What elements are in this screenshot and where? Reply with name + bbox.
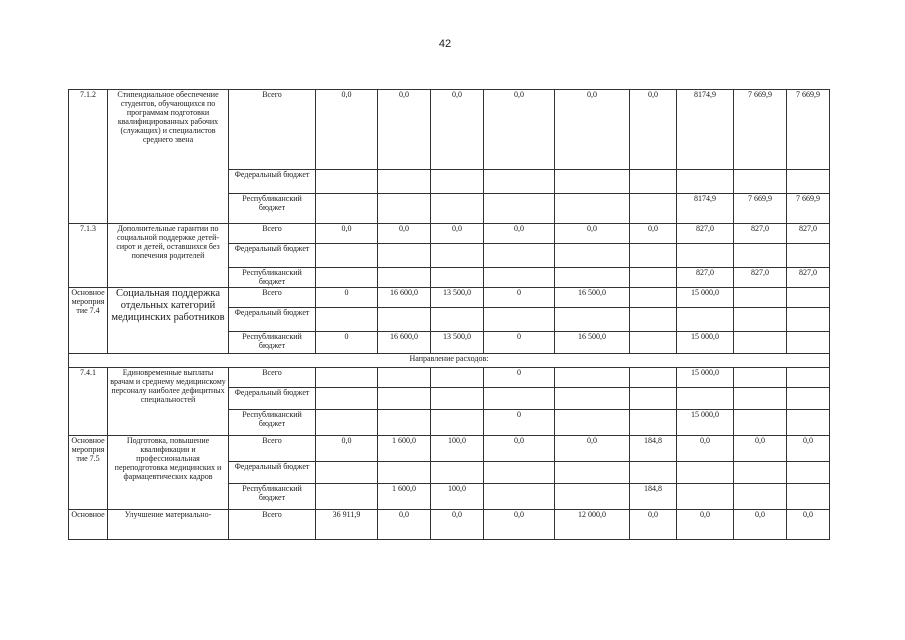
value-cell	[630, 244, 677, 268]
value-cell: 1 600,0	[378, 436, 431, 462]
budget-source-label: Всего	[229, 224, 316, 244]
value-cell: 0,0	[555, 224, 630, 244]
value-cell	[378, 244, 431, 268]
value-cell: 0,0	[630, 90, 677, 170]
row-code: 7.1.3	[69, 224, 108, 288]
value-cell: 827,0	[734, 224, 787, 244]
row-name: Улучшение материально-	[108, 510, 229, 540]
value-cell: 0	[316, 332, 378, 354]
value-cell	[484, 244, 555, 268]
value-cell	[787, 288, 830, 308]
value-cell	[316, 368, 378, 388]
value-cell	[555, 170, 630, 194]
value-cell	[787, 368, 830, 388]
value-cell: 184,8	[630, 484, 677, 510]
value-cell	[734, 332, 787, 354]
value-cell	[677, 170, 734, 194]
value-cell	[431, 368, 484, 388]
budget-source-label: Всего	[229, 90, 316, 170]
value-cell	[484, 170, 555, 194]
budget-source-label: Всего	[229, 288, 316, 308]
value-cell	[555, 368, 630, 388]
value-cell: 0,0	[431, 90, 484, 170]
row-name: Подготовка, повышение квалификации и профессиональная переподготовка медицинских и фармацевтических кадров	[108, 436, 229, 510]
value-cell: 0,0	[378, 90, 431, 170]
value-cell	[677, 484, 734, 510]
value-cell	[431, 308, 484, 332]
value-cell: 827,0	[787, 224, 830, 244]
row-code: Основное	[69, 510, 108, 540]
value-cell: 0,0	[316, 90, 378, 170]
value-cell	[378, 268, 431, 288]
value-cell	[316, 308, 378, 332]
table-row	[69, 510, 830, 540]
value-cell: 827,0	[677, 268, 734, 288]
value-cell	[734, 368, 787, 388]
value-cell: 15 000,0	[677, 288, 734, 308]
value-cell: 0,0	[630, 224, 677, 244]
value-cell	[555, 388, 630, 410]
value-cell	[630, 368, 677, 388]
value-cell: 0,0	[431, 510, 484, 540]
value-cell	[555, 268, 630, 288]
value-cell	[734, 410, 787, 436]
value-cell	[630, 194, 677, 224]
value-cell	[630, 308, 677, 332]
value-cell	[378, 462, 431, 484]
value-cell: 0,0	[630, 510, 677, 540]
value-cell: 0	[484, 368, 555, 388]
value-cell: 8174,9	[677, 90, 734, 170]
value-cell: 0,0	[431, 224, 484, 244]
value-cell: 0,0	[378, 224, 431, 244]
value-cell	[484, 462, 555, 484]
value-cell: 827,0	[677, 224, 734, 244]
value-cell	[484, 308, 555, 332]
value-cell	[677, 308, 734, 332]
value-cell: 8174,9	[677, 194, 734, 224]
value-cell: 1 600,0	[378, 484, 431, 510]
budget-source-label: Республиканский бюджет	[229, 268, 316, 288]
value-cell: 0,0	[378, 510, 431, 540]
value-cell: 15 000,0	[677, 368, 734, 388]
value-cell: 0	[484, 410, 555, 436]
value-cell	[734, 244, 787, 268]
value-cell: 827,0	[734, 268, 787, 288]
value-cell: 16 500,0	[555, 288, 630, 308]
value-cell	[787, 170, 830, 194]
value-cell	[484, 484, 555, 510]
value-cell: 0,0	[316, 224, 378, 244]
value-cell	[316, 170, 378, 194]
value-cell	[316, 388, 378, 410]
table-row	[69, 368, 830, 388]
value-cell: 0,0	[484, 224, 555, 244]
value-cell	[555, 308, 630, 332]
budget-source-label: Всего	[229, 368, 316, 388]
value-cell	[431, 170, 484, 194]
value-cell	[555, 244, 630, 268]
value-cell	[734, 388, 787, 410]
value-cell	[484, 194, 555, 224]
value-cell: 15 000,0	[677, 332, 734, 354]
value-cell	[316, 484, 378, 510]
page-number: 42	[438, 38, 452, 50]
value-cell: 0	[316, 288, 378, 308]
value-cell: 13 500,0	[431, 288, 484, 308]
value-cell	[734, 462, 787, 484]
value-cell	[630, 288, 677, 308]
value-cell	[630, 170, 677, 194]
value-cell: 0,0	[734, 436, 787, 462]
value-cell: 0,0	[677, 510, 734, 540]
value-cell	[431, 268, 484, 288]
value-cell: 13 500,0	[431, 332, 484, 354]
value-cell	[378, 410, 431, 436]
value-cell: 184,8	[630, 436, 677, 462]
value-cell	[787, 462, 830, 484]
value-cell	[378, 308, 431, 332]
value-cell	[787, 332, 830, 354]
value-cell: 0,0	[787, 510, 830, 540]
budget-source-label: Республиканский бюджет	[229, 410, 316, 436]
row-name: Социальная поддержка отдельных категорий медицинских работников	[108, 288, 229, 354]
value-cell	[378, 388, 431, 410]
value-cell: 0,0	[555, 90, 630, 170]
budget-table-body	[69, 90, 830, 540]
value-cell	[378, 170, 431, 194]
value-cell: 0,0	[316, 436, 378, 462]
value-cell: 0,0	[484, 510, 555, 540]
value-cell	[431, 194, 484, 224]
value-cell	[677, 388, 734, 410]
value-cell	[734, 288, 787, 308]
table-row	[69, 288, 830, 308]
value-cell	[316, 462, 378, 484]
budget-source-label: Республиканский бюджет	[229, 194, 316, 224]
value-cell: 12 000,0	[555, 510, 630, 540]
value-cell: 15 000,0	[677, 410, 734, 436]
table-row	[69, 436, 830, 462]
value-cell	[555, 194, 630, 224]
budget-source-label: Федеральный бюджет	[229, 388, 316, 410]
budget-source-label: Федеральный бюджет	[229, 244, 316, 268]
value-cell	[630, 388, 677, 410]
value-cell	[316, 244, 378, 268]
table-row	[69, 90, 830, 170]
value-cell	[630, 462, 677, 484]
table-row	[69, 354, 830, 368]
budget-source-label: Федеральный бюджет	[229, 462, 316, 484]
value-cell: 16 600,0	[378, 332, 431, 354]
value-cell	[378, 368, 431, 388]
budget-source-label: Федеральный бюджет	[229, 308, 316, 332]
row-code: 7.1.2	[69, 90, 108, 224]
budget-source-label: Республиканский бюджет	[229, 332, 316, 354]
value-cell	[787, 484, 830, 510]
value-cell	[734, 308, 787, 332]
value-cell: 7 669,9	[787, 194, 830, 224]
value-cell	[787, 308, 830, 332]
value-cell: 0,0	[555, 436, 630, 462]
value-cell	[787, 388, 830, 410]
value-cell	[734, 170, 787, 194]
value-cell: 16 600,0	[378, 288, 431, 308]
value-cell	[555, 462, 630, 484]
value-cell	[484, 388, 555, 410]
row-code: Основное мероприятие 7.4	[69, 288, 108, 354]
value-cell: 7 669,9	[734, 90, 787, 170]
value-cell	[677, 462, 734, 484]
value-cell: 0	[484, 288, 555, 308]
value-cell	[555, 410, 630, 436]
value-cell	[316, 194, 378, 224]
budget-source-label: Всего	[229, 510, 316, 540]
row-name: Единовременные выплаты врачам и среднему медицинскому персоналу наиболее дефицитных специальностей	[108, 368, 229, 436]
value-cell: 16 500,0	[555, 332, 630, 354]
value-cell: 0,0	[787, 436, 830, 462]
value-cell	[555, 484, 630, 510]
value-cell: 100,0	[431, 484, 484, 510]
value-cell: 0,0	[484, 90, 555, 170]
value-cell	[630, 332, 677, 354]
value-cell	[431, 462, 484, 484]
value-cell: 0,0	[734, 510, 787, 540]
row-code: Основное мероприятие 7.5	[69, 436, 108, 510]
value-cell: 827,0	[787, 268, 830, 288]
row-name: Дополнительные гарантии по социальной поддержке детей-сирот и детей, оставшихся без попечения родителей	[108, 224, 229, 288]
value-cell	[316, 410, 378, 436]
value-cell	[378, 194, 431, 224]
value-cell	[677, 244, 734, 268]
budget-source-label: Республиканский бюджет	[229, 484, 316, 510]
value-cell: 36 911,9	[316, 510, 378, 540]
value-cell: 0,0	[484, 436, 555, 462]
value-cell: 0	[484, 332, 555, 354]
value-cell	[431, 244, 484, 268]
budget-source-label: Всего	[229, 436, 316, 462]
value-cell	[316, 268, 378, 288]
value-cell	[431, 410, 484, 436]
value-cell	[787, 244, 830, 268]
value-cell: 7 669,9	[787, 90, 830, 170]
row-code: 7.4.1	[69, 368, 108, 436]
value-cell	[484, 268, 555, 288]
direction-label: Направление расходов:	[69, 354, 830, 368]
value-cell: 7 669,9	[734, 194, 787, 224]
budget-table	[68, 89, 830, 540]
table-row	[69, 224, 830, 244]
budget-source-label: Федеральный бюджет	[229, 170, 316, 194]
value-cell	[431, 388, 484, 410]
value-cell: 0,0	[677, 436, 734, 462]
row-name: Стипендиальное обеспечение студентов, обучающихся по программам подготовки квалифицированных рабочих (служащих) и специалистов среднего звена	[108, 90, 229, 224]
value-cell	[734, 484, 787, 510]
value-cell	[630, 268, 677, 288]
value-cell	[630, 410, 677, 436]
value-cell: 100,0	[431, 436, 484, 462]
value-cell	[787, 410, 830, 436]
